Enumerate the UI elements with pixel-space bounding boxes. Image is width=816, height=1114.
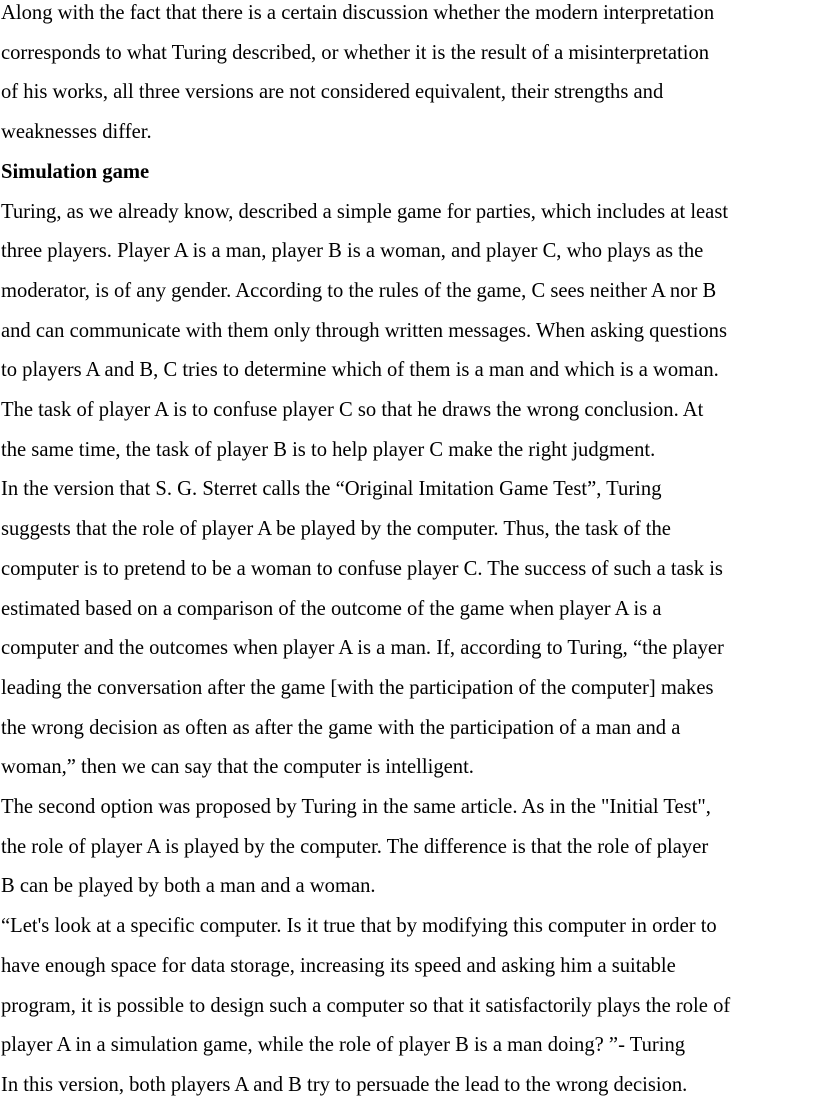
text-line: to players A and B, C tries to determine which of them is a man and which is a woman. <box>1 359 719 382</box>
text-line: program, it is possible to design such a computer so that it satisfactorily plays the role of <box>1 994 731 1017</box>
text-line: the wrong decision as often as after the game with the participation of a man and a <box>1 716 681 739</box>
text-line: suggests that the role of player A be played by the computer. Thus, the task of the <box>1 518 671 541</box>
text-line: The second option was proposed by Turing in the same article. As in the "Initial Test", <box>1 796 711 819</box>
text-line: leading the conversation after the game [with the participation of the computer] makes <box>1 676 714 699</box>
text-line: weaknesses differ. <box>1 121 152 144</box>
paragraph-original-test <box>1 470 816 788</box>
text-line: of his works, all three versions are not considered equivalent, their strengths and <box>1 81 664 104</box>
text-line: Turing, as we already know, described a simple game for parties, which includes at least <box>1 200 729 223</box>
text-line: computer is to pretend to be a woman to confuse player C. The success of such a task is <box>1 557 723 580</box>
text-line: In the version that S. G. Sterret calls the “Original Imitation Game Test”, Turing <box>1 478 662 501</box>
text-line: moderator, is of any gender. According to the rules of the game, C sees neither A nor B <box>1 279 717 302</box>
text-line: The task of player A is to confuse player C so that he draws the wrong conclusion. At <box>1 399 704 422</box>
text-line: corresponds to what Turing described, or whether it is the result of a misinterpretation <box>1 41 710 64</box>
text-line: the same time, the task of player B is to help player C make the right judgment. <box>1 438 656 461</box>
text-line: three players. Player A is a man, player B is a woman, and player C, who plays as the <box>1 240 704 263</box>
text-line: computer and the outcomes when player A is a man. If, according to Turing, “the player <box>1 637 724 660</box>
text-line: B can be played by both a man and a woman. <box>1 875 376 898</box>
text-line: the role of player A is played by the computer. The difference is that the role of player <box>1 835 709 858</box>
paragraph-turing-quote <box>1 907 816 1066</box>
text-line: player A in a simulation game, while the role of player B is a man doing? ”- Turing <box>1 1034 686 1057</box>
text-line: In this version, both players A and B try to persuade the lead to the wrong decision. <box>1 1073 688 1096</box>
section-heading <box>1 153 816 193</box>
paragraph-second-option <box>1 788 816 907</box>
text-line: “Let's look at a specific computer. Is it true that by modifying this computer in order to <box>1 915 717 938</box>
paragraph-intro <box>1 0 816 153</box>
paragraph-final-version <box>1 1066 816 1106</box>
paragraph-game-rules <box>1 193 816 471</box>
text-line: and can communicate with them only through written messages. When asking questions <box>1 319 727 342</box>
text-line: woman,” then we can say that the computer is intelligent. <box>1 756 474 779</box>
text-line: have enough space for data storage, increasing its speed and asking him a suitable <box>1 954 676 977</box>
text-line: estimated based on a comparison of the outcome of the game when player A is a <box>1 597 662 620</box>
heading-text: Simulation game <box>1 160 150 183</box>
text-line: Along with the fact that there is a certain discussion whether the modern interpretation <box>1 2 715 24</box>
